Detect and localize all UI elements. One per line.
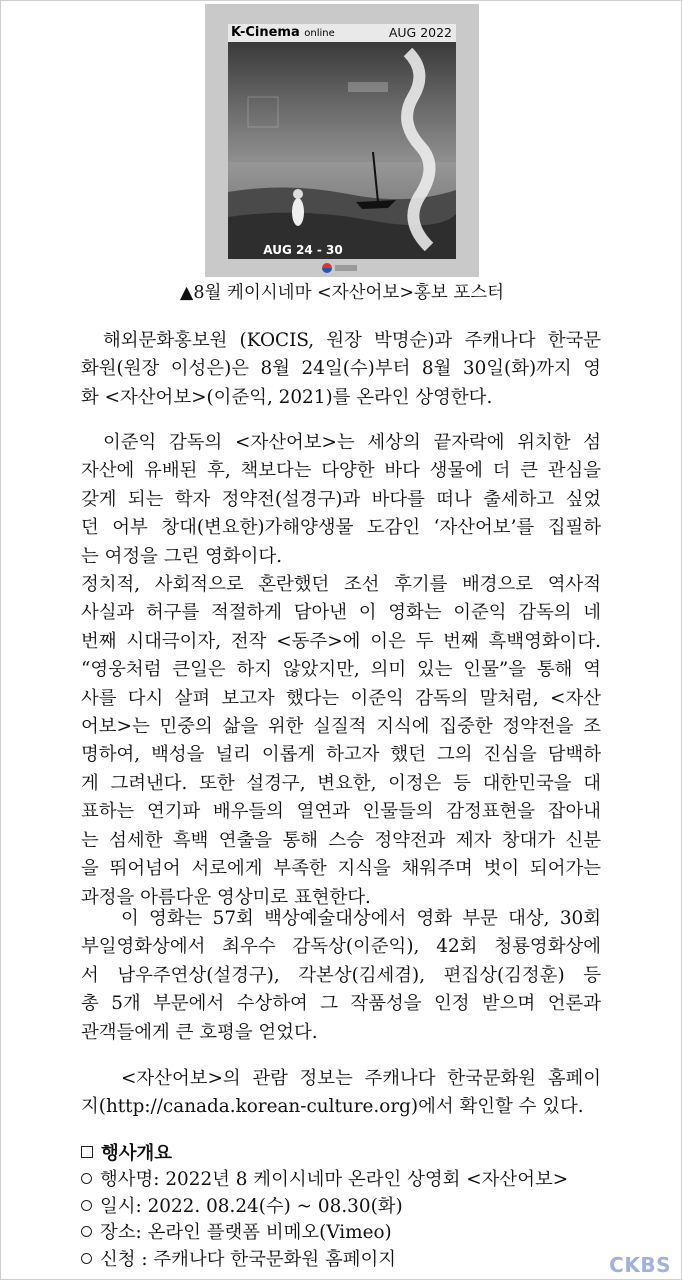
movie-poster (205, 4, 479, 277)
poster-month: AUG 2022 (388, 25, 452, 40)
poster-brand-name: K-Cinema (231, 25, 300, 40)
korea-emblem-icon (322, 263, 332, 273)
text-line: 게 그려낸다. 또한 설경구, 변요한, 이정은 등 대한민국을 대 (81, 772, 601, 794)
circle-bullet-icon (81, 1200, 92, 1211)
text-line: 관객들에게 큰 호평을 얻었다. (81, 1021, 318, 1043)
circle-bullet-icon (81, 1173, 92, 1184)
text-line: 화 <자산어보>(이준익, 2021)를 온라인 상영한다. (81, 386, 493, 408)
poster-illustration (228, 42, 456, 259)
event-item: 일시: 2022. 08.24(수) ~ 08.30(화) (81, 1194, 621, 1220)
poster-brand (231, 25, 335, 40)
text-line: 이준익 감독의 <자산어보>는 세상의 끝자락에 위치한 섬 (103, 432, 601, 453)
event-item: 행사명: 2022년 8 케이시네마 온라인 상영회 <자산어보> (81, 1167, 621, 1193)
text-line: 어보>는 민중의 삶을 위한 실질적 지식에 집중한 정약전을 조 (81, 716, 601, 738)
text-line: 화원(원장 이성은)은 8월 24일(수)부터 8월 30일(화)까지 영 (81, 358, 601, 380)
text-line: 사실과 허구를 적절하게 담아낸 이 영화는 이준익 감독의 네 (81, 602, 601, 624)
text-line: 는 섬세한 흑백 연출을 통해 스승 정약전과 제자 창대가 신분 (81, 829, 601, 851)
paragraph-intro (81, 327, 601, 412)
ckbs-watermark: CKBS (609, 1253, 671, 1277)
paragraph-viewing-info (81, 1065, 601, 1122)
text-line: 는 여정을 그린 영화이다. (81, 545, 283, 567)
text-line: 해외문화홍보원 (KOCIS, 원장 박명순)과 주캐나다 한국문 (103, 330, 601, 351)
text-line: 과정을 아름다운 영상미로 표현한다. (81, 886, 371, 908)
text-line: 지(http://canada.korean-culture.org)에서 확인할 수 있다. (81, 1096, 584, 1118)
event-item: 신청 : 주캐나다 한국문화원 홈페이지 (81, 1247, 621, 1273)
text-line: <자산어보>의 관람 정보는 주캐나다 한국문화원 홈페이 (121, 1068, 601, 1089)
event-summary (81, 1141, 621, 1273)
event-summary-title: 행사개요 (101, 1143, 173, 1164)
checkbox-square-icon (81, 1146, 93, 1158)
circle-bullet-icon (81, 1226, 92, 1237)
text-line: 서 남우주연상(설경구), 각본상(김세겸), 편집상(김정훈) 등 (81, 964, 601, 986)
text-line: 던 어부 창대(변요한)가해양생물 도감인 ‘자산어보’를 집필하 (81, 517, 601, 539)
text-line: 갖게 되는 학자 정약전(설경구)과 바다를 떠나 출세하고 싶었 (81, 488, 601, 510)
text-line: 번째 시대극이자, 전작 <동주>에 이은 두 번째 흑백영화이다. (81, 630, 601, 652)
text-line: 부일영화상에서 최우수 감독상(이준익), 42회 청룡영화상에 (81, 936, 601, 958)
poster-brand-suffix: online (304, 28, 335, 39)
text-line: 을 뛰어넘어 서로에게 부족한 지식을 채워주며 벗이 되어가는 (81, 858, 601, 880)
text-line: 정치적, 사회적으로 혼란했던 조선 후기를 배경으로 역사적 (81, 574, 601, 596)
text-line: 총 5개 부문에서 수상하여 그 작품성을 인정 받으며 언론과 (81, 993, 601, 1015)
event-item: 장소: 온라인 플랫폼 비메오(Vimeo) (81, 1220, 621, 1246)
text-line: 사를 다시 살펴 보고자 했다는 이준익 감독의 말처럼, <자산 (81, 687, 601, 709)
poster-dates: AUG 24 - 30 (263, 243, 343, 257)
poster-header (228, 24, 456, 42)
poster-artwork (228, 42, 456, 259)
text-line: “영웅처럼 큰일은 하지 않았지만, 의미 있는 인물”을 통해 역 (81, 659, 601, 681)
poster-frame (228, 24, 456, 259)
poster-sponsor-logo (335, 265, 357, 271)
text-line: 표하는 연기파 배우들의 열연과 인물들의 감정표현을 잡아내 (81, 801, 601, 823)
circle-bullet-icon (81, 1253, 92, 1264)
text-line: 이 영화는 57회 백상예술대상에서 영화 부문 대상, 30회 (121, 908, 601, 929)
text-line: 자산에 유배된 후, 책보다는 다양한 바다 생물에 더 큰 관심을 (81, 460, 601, 482)
poster-caption: ▲8월 케이시네마 <자산어보>홍보 포스터 (179, 283, 505, 303)
paragraph-awards (81, 905, 601, 1047)
paragraph-synopsis (81, 429, 601, 912)
text-line: 명하여, 백성을 널리 이롭게 하고자 했던 그의 진심을 담백하 (81, 744, 601, 766)
